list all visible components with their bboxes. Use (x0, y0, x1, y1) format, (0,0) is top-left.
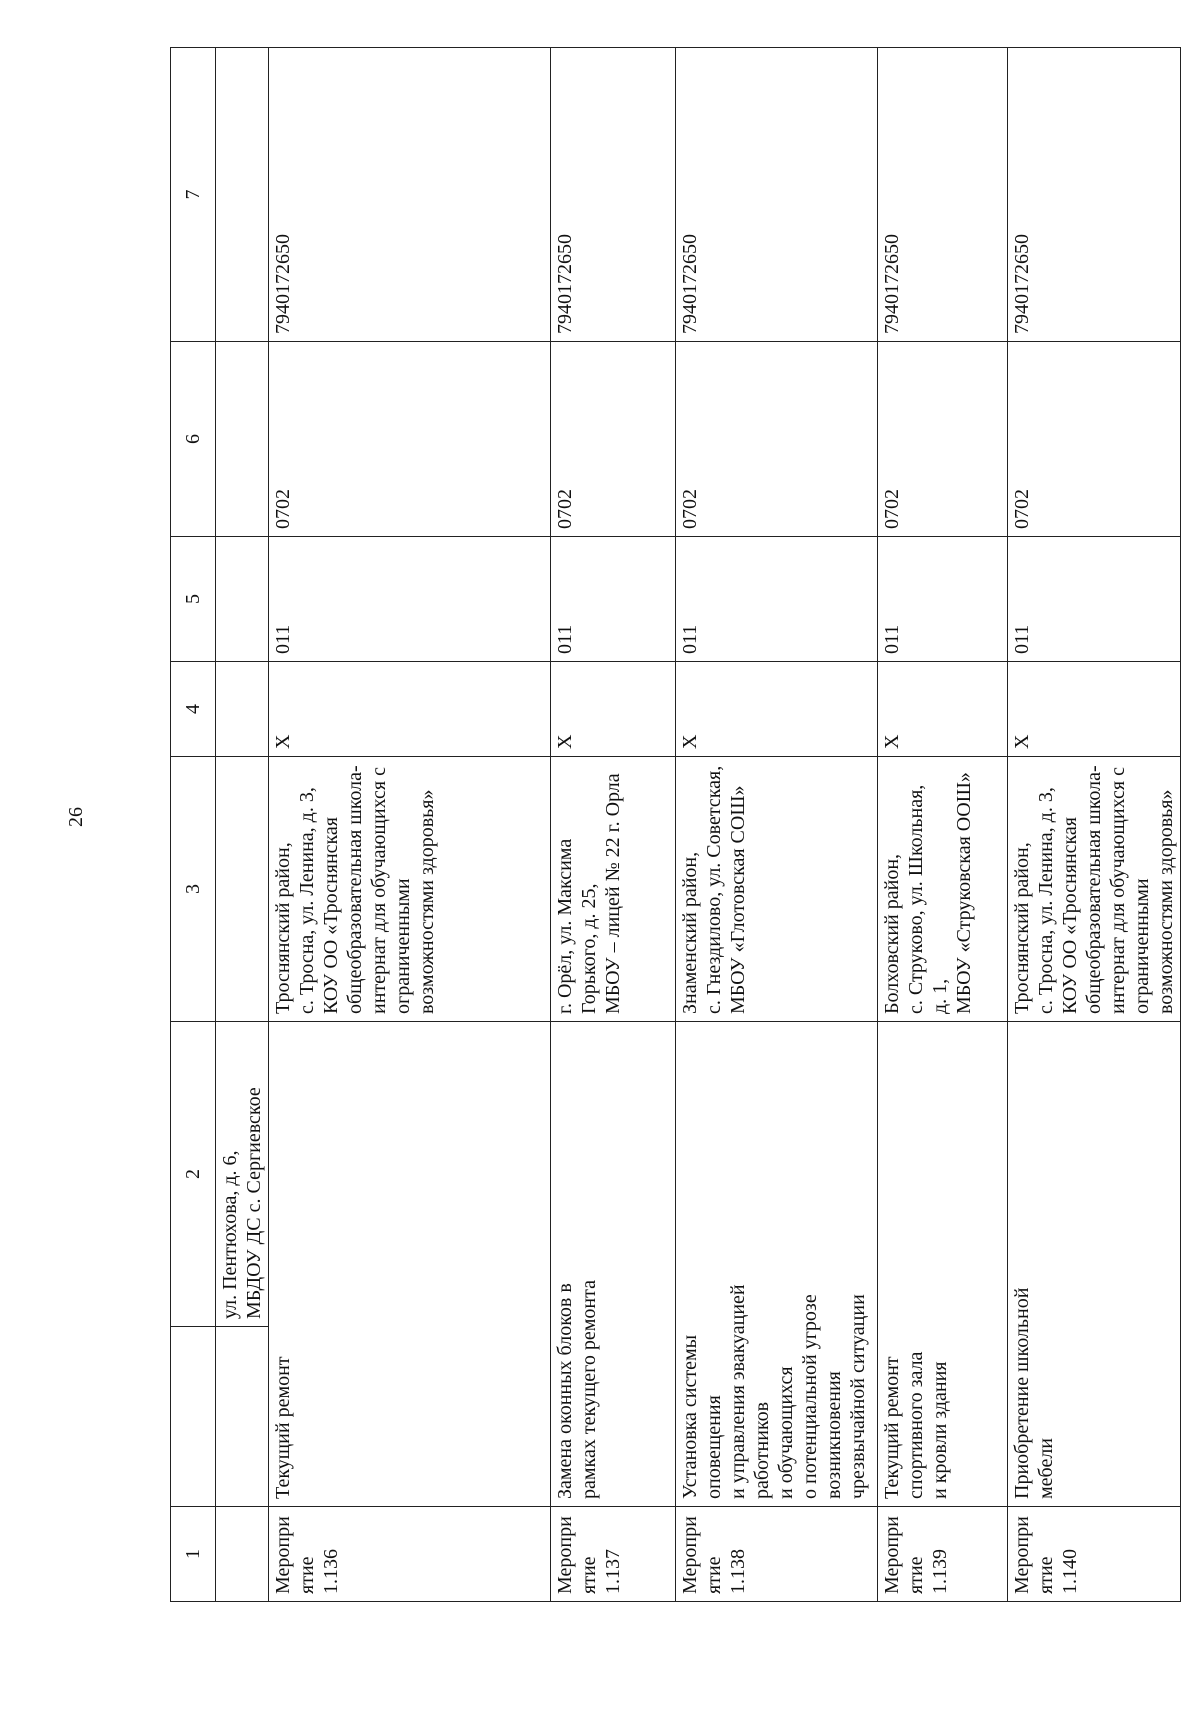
cell-event-name: Текущий ремонт спортивного зала и кровли здания (878, 1022, 1008, 1507)
cell-event-id: Мероприятие 1.139 (878, 1507, 1008, 1602)
cell-col6 (216, 342, 269, 537)
cell-col4: 011 (1008, 537, 1181, 662)
cell-col5: 0702 (878, 342, 1008, 537)
cell-col4 (216, 662, 269, 757)
cell-col3: X (676, 662, 878, 757)
cell-col4: 011 (551, 537, 676, 662)
cell-kbk: 7940172650 (1008, 48, 1181, 342)
cell-event-id: Мероприятие 1.137 (551, 1507, 676, 1602)
cell-event-id: Мероприятие 1.136 (269, 1507, 551, 1602)
continuation-row (216, 48, 269, 1602)
cell-event-name: Установка системы оповещения и управления эвакуацией работников и обучающихся о потенциальной угрозе возникновения чрезвычайной ситуации (676, 1022, 878, 1507)
header-cell-2: 2 (171, 1022, 216, 1327)
page-number: 26 (65, 807, 87, 827)
table-container (170, 48, 1177, 1602)
budget-table (170, 47, 1181, 1602)
cell-col3: X (1008, 662, 1181, 757)
cell-kbk: 7940172650 (878, 48, 1008, 342)
cell-address: Троснянский район, с. Тросна, ул. Ленина, д. 3, КОУ ОО «Троснянская общеобразовательная школа- интернат для обучающихся с ограниченными возможностями здоровья» (1008, 757, 1181, 1022)
header-cell-4: 4 (171, 662, 216, 757)
cell-col4: 011 (878, 537, 1008, 662)
cell-event-name: Текущий ремонт (269, 1022, 551, 1507)
cell-col5: 0702 (551, 342, 676, 537)
header-cell-1: 1 (171, 1507, 216, 1602)
cell-col5: 0702 (1008, 342, 1181, 537)
cell-col3: X (551, 662, 676, 757)
header-cell-5: 5 (171, 537, 216, 662)
cell-col3: X (269, 662, 551, 757)
cell-address: Знаменский район, с. Гнездилово, ул. Советская, МБОУ «Глотовская СОШ» (676, 757, 878, 1022)
cell-col7 (216, 48, 269, 342)
cell-col3 (216, 757, 269, 1022)
cell-address: ул. Пентюхова, д. 6, МБДОУ ДС с. Сергиевское (216, 1022, 269, 1327)
cell-address: г. Орёл, ул. Максима Горького, д. 25, МБОУ – лицей № 22 г. Орла (551, 757, 676, 1022)
cell-col3: X (878, 662, 1008, 757)
cell-event-name: Замена оконных блоков в рамках текущего ремонта (551, 1022, 676, 1507)
header-cell-7: 7 (171, 48, 216, 342)
cell-col4: 011 (269, 537, 551, 662)
cell-col-a (216, 1327, 269, 1507)
header-cell-6: 6 (171, 342, 216, 537)
cell-event-id: Мероприятие 1.138 (676, 1507, 878, 1602)
table-body (171, 48, 1181, 1602)
cell-address: Троснянский район, с. Тросна, ул. Ленина, д. 3, КОУ ОО «Троснянская общеобразовательная школа- интернат для обучающихся с ограниченными возможностями здоровья» (269, 757, 551, 1022)
table-row (676, 48, 878, 1602)
header-cell-3: 3 (171, 757, 216, 1022)
table-row (551, 48, 676, 1602)
cell-kbk: 7940172650 (551, 48, 676, 342)
cell-col5: 0702 (269, 342, 551, 537)
cell-col1 (216, 1507, 269, 1602)
cell-col5: 0702 (676, 342, 878, 537)
table-row (269, 48, 551, 1602)
cell-col4: 011 (676, 537, 878, 662)
table-row (1008, 48, 1181, 1602)
cell-event-name: Приобретение школьной мебели (1008, 1022, 1181, 1507)
cell-kbk: 7940172650 (269, 48, 551, 342)
cell-col5 (216, 537, 269, 662)
header-row (171, 48, 216, 1602)
cell-address: Болховский район, с. Струково, ул. Школьная, д. 1, МБОУ «Струковская ООШ» (878, 757, 1008, 1022)
table-row (878, 48, 1008, 1602)
cell-event-id: Мероприятие 1.140 (1008, 1507, 1181, 1602)
header-cell-blank (171, 1327, 216, 1507)
cell-kbk: 7940172650 (676, 48, 878, 342)
